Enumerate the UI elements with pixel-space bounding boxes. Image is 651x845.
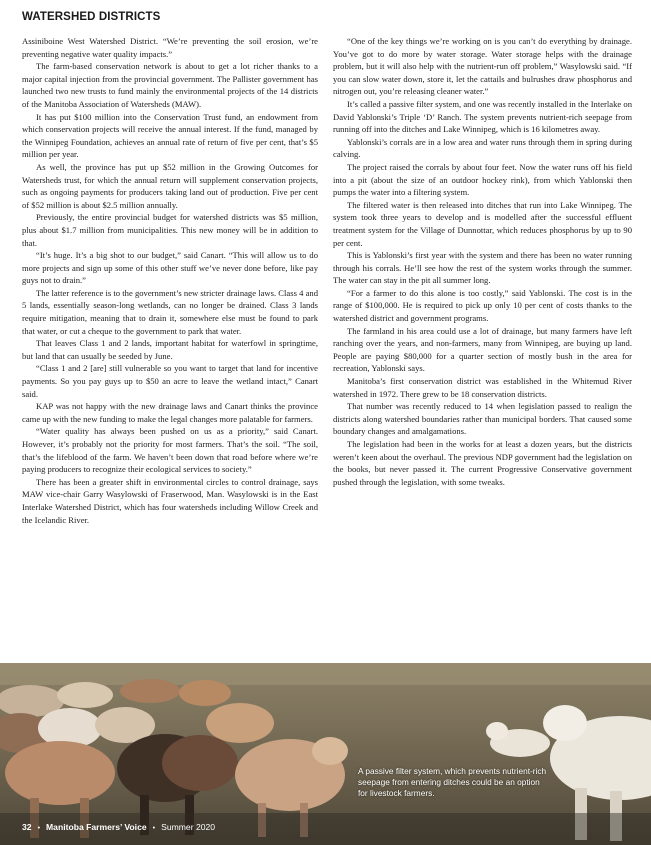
paragraph: The filtered water is then released into ditches that run into Lake Winnipeg. The system took three years to develop and is modelled after the successful effluent treatment system for the Village of Dunnottar, which reduces phosphorus by up to 90 per cent. — [333, 199, 632, 248]
cow-head — [543, 705, 587, 741]
paragraph: “For a farmer to do this alone is too costly,” said Yablonski. The cost is in the range of $100,000. He is required to pick up only 10 per cent of costs thanks to the watershed district and government programs. — [333, 287, 632, 324]
cow — [57, 682, 113, 708]
paragraph: There has been a greater shift in environmental circles to control drainage, says MAW vice-chair Garry Wasylowski of Fraserwood, Man. Wasylowski is in the East Interlake Watershed District, which has four watersheds including Willow Creek and the Icelandic River. — [22, 476, 318, 525]
cow — [179, 680, 231, 706]
paragraph: Yablonski’s corrals are in a low area and water runs through them in spring during calving. — [333, 136, 632, 160]
paragraph: Assiniboine West Watershed District. “We’re preventing the soil erosion, we’re preventing negative water quality impacts.” — [22, 36, 318, 59]
issue-date: Summer 2020 — [161, 822, 216, 832]
section-label: WATERSHED DISTRICTS — [22, 11, 161, 23]
paragraph: Manitoba’s first conservation district was established in the Whitemud River watershed in 1972. There grew to be 18 conservation districts. — [333, 376, 632, 399]
calf-head — [486, 722, 508, 740]
paragraph: This is Yablonski’s first year with the system and there has been no water running through his corrals. He’ll see how the rest of the system works through the summer. The water can stay in the pit all summer long. — [333, 250, 632, 286]
photo-caption: A passive filter system, which prevents nutrient-rich seepage from entering ditches could be an option for livestock farmers. — [358, 766, 547, 798]
footer-separator: • — [152, 825, 156, 832]
paragraph: That leaves Class 1 and 2 lands, important habitat for waterfowl in springtime, but land that can usually be seeded by June. — [22, 338, 318, 361]
cow — [120, 679, 180, 703]
footer-separator: • — [37, 825, 41, 832]
paragraph: “Class 1 and 2 [are] still vulnerable so you want to target that land for incentive payments. So you pay guys up to $50 an acre to leave the wetland intact,” Canart said. — [22, 363, 318, 399]
cow — [5, 741, 115, 805]
cow — [162, 735, 238, 791]
page-footer — [22, 822, 215, 832]
cow — [206, 703, 274, 743]
paragraph: The farm-based conservation network is about to get a lot richer thanks to a major capital injection from the provincial government. The Pallister government has launched two new trusts to fund mainly the environmental projects of the 14 districts of the Manitoba Association of Watersheds (MAW). — [22, 61, 318, 109]
paragraph: The farmland in his area could use a lot of drainage, but many farmers have left ranching over the years, and non-farmers, many from Winnipeg, are buying up land. People are paying $80,000 for a quarter section of mostly bush in the area for recreation, Yablonski says. — [333, 325, 632, 374]
paragraph: KAP was not happy with the new drainage laws and Canart thinks the province came up with the new funding to make the legal changes more palatable for farmers. — [22, 401, 318, 424]
cow-head — [312, 737, 348, 765]
article-column-left — [22, 35, 318, 660]
field-horizon — [0, 663, 651, 685]
paragraph: “One of the key things we’re working on is you can’t do everything by drainage. You’ve got to do more by water storage. Water storage helps with the drainage problem, but it will also help with the nutrient-run off problem,” Wasylowski said. “If you can slow water down, store it, let the cattails and bulrushes draw phosphorus and nitrogen out, you’re releasing cleaner water.” — [333, 36, 632, 97]
paragraph: Previously, the entire provincial budget for watershed districts was $5 million, plus about $1.7 million from municipalities. This new money will be in addition to that. — [22, 212, 318, 248]
cattle-photo — [0, 663, 651, 845]
publication-name: Manitoba Farmers’ Voice — [46, 822, 147, 832]
paragraph: As well, the province has put up $52 million in the Growing Outcomes for Watersheds trust, for which the annual return will supplement conservation projects, such as ongoing payments for producers taking land out of production. Five per cent of $52 million is about $2.5 million annually. — [22, 161, 318, 210]
paragraph: “Water quality has always been pushed on us as a priority,” said Canart. However, it’s probably not the priority for most farmers. That’s the soil. “The soil, that’s the lifeblood of the farm. We haven’t been down that road before where we’re paying producers to recognize their ecological services to society.” — [22, 426, 318, 475]
paragraph: The legislation had been in the works for at least a dozen years, but the districts weren’t keen about the overhaul. The previous NDP government had the legislation on the books, but never passed it. The current Progressive Conservative government pushed through the legislation, with some tweaks. — [333, 439, 632, 487]
page-number: 32 — [22, 822, 32, 832]
paragraph: The latter reference is to the government’s new stricter drainage laws. Class 4 and 5 lands, essentially season-long wetlands, can no longer be drained. Class 3 lands require mitigation, meaning that to drain it, somewhere else must be found to park that water, or cut a cheque to the government to park that water. — [22, 287, 318, 336]
paragraph: The project raised the corrals by about four feet. Now the water runs off his field into a pit (about the size of an outdoor hockey rink), from which Yablonski then pumps the water into a filtering system. — [333, 161, 632, 198]
paragraph: That number was recently reduced to 14 when legislation passed to realign the districts along watershed boundaries rather than municipal borders. That caused some boundary changes and amalgamations. — [333, 401, 632, 437]
paragraph: “It’s huge. It’s a big shot to our budget,” said Canart. “This will allow us to do more projects and sign up some of this other stuff we’ve never done before, like pay guys not to drain.” — [22, 250, 318, 286]
paragraph: It’s called a passive filter system, and one was recently installed in the Interlake on David Yablonski’s Triple ‘D’ Ranch. The system prevents nutrient-rich seepage from running off into the ditches and Lake Winnipeg, which is 16 kilometres away. — [333, 98, 632, 135]
article-column-right — [333, 35, 632, 660]
paragraph: It has put $100 million into the Conservation Trust fund, an endowment from which conservation projects will receive the annual interest. If the fund, managed by the Winnipeg Foundation, achieves an annual rate of return of five per cent, that’s $5 million per year. — [22, 111, 318, 160]
